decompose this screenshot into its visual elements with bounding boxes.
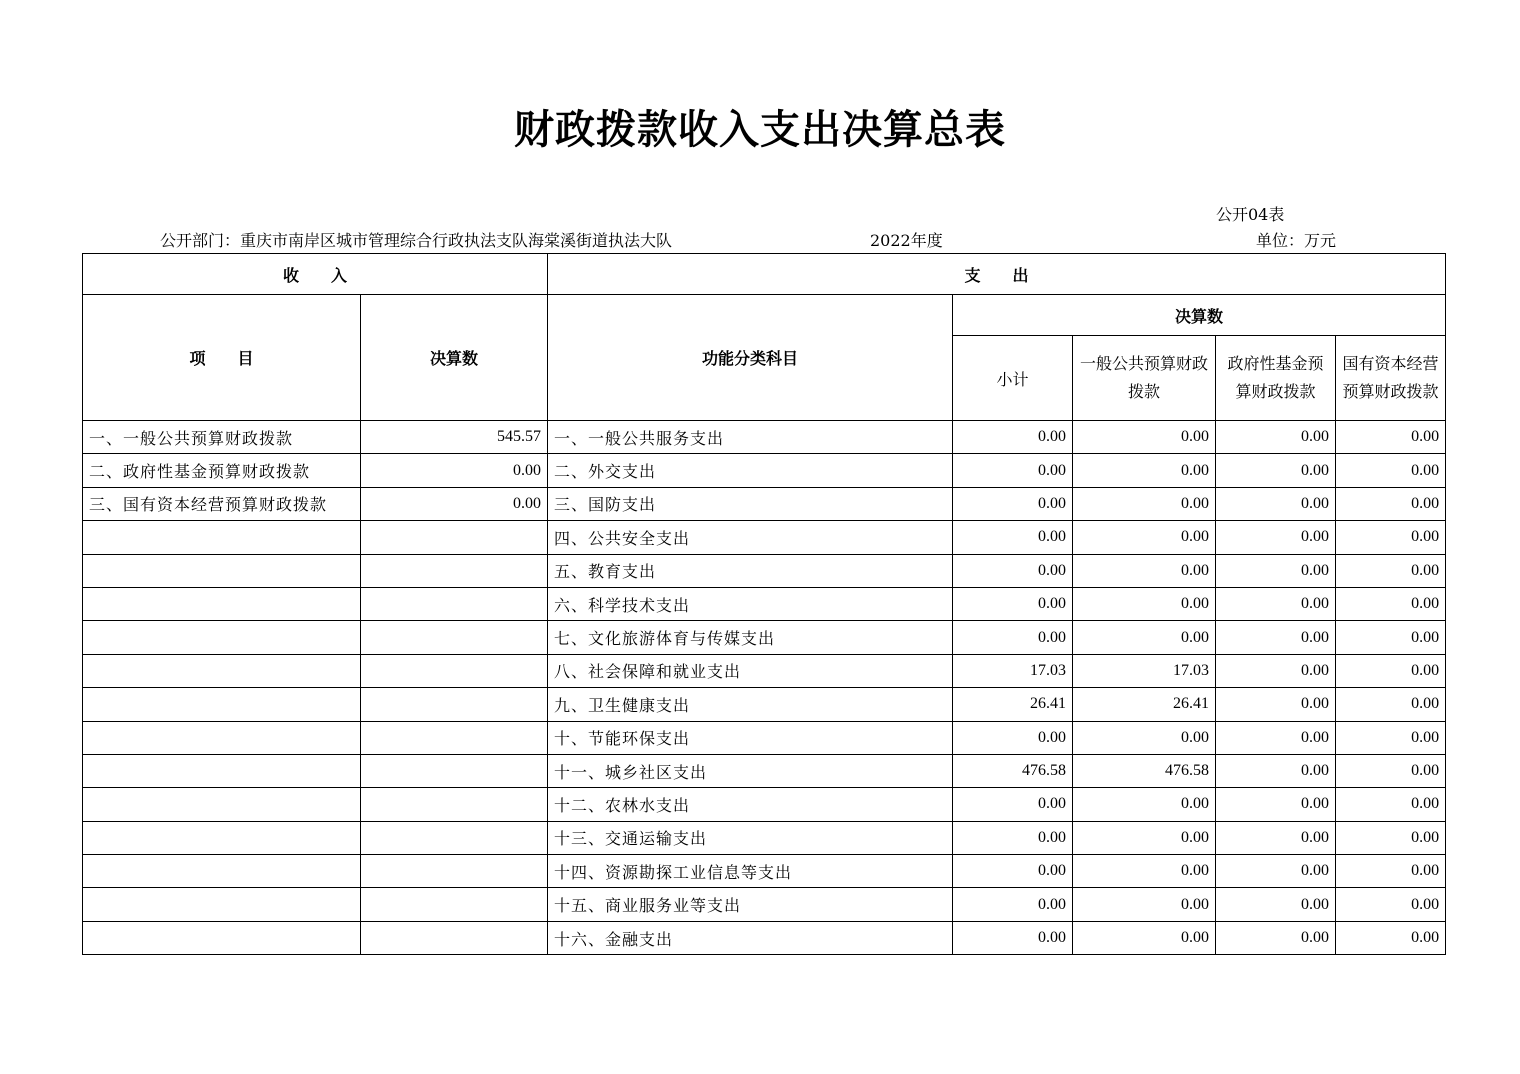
expense-capital-cell: 0.00 — [1336, 554, 1446, 587]
income-amount-cell — [361, 921, 548, 954]
expense-subject-cell: 十五、商业服务业等支出 — [548, 888, 953, 921]
expense-capital-cell: 0.00 — [1336, 921, 1446, 954]
expense-subject-cell: 十四、资源勘探工业信息等支出 — [548, 855, 953, 888]
expense-general-cell: 0.00 — [1073, 421, 1216, 454]
expense-fund-cell: 0.00 — [1216, 554, 1336, 587]
expense-subtotal-cell: 26.41 — [953, 688, 1073, 721]
table-row — [83, 621, 1446, 654]
expense-capital-cell: 0.00 — [1336, 855, 1446, 888]
table-row — [83, 821, 1446, 854]
expense-subtotal-cell: 0.00 — [953, 421, 1073, 454]
income-amount-cell — [361, 855, 548, 888]
budget-table — [82, 253, 1446, 955]
table-row — [83, 587, 1446, 620]
form-number: 公开04表 — [1216, 205, 1285, 224]
expense-subject-cell: 四、公共安全支出 — [548, 521, 953, 554]
expense-fund-cell: 0.00 — [1216, 487, 1336, 520]
expense-fund-cell: 0.00 — [1216, 454, 1336, 487]
expense-capital-cell: 0.00 — [1336, 621, 1446, 654]
department-label: 公开部门：重庆市南岸区城市管理综合行政执法支队海棠溪街道执法大队 — [160, 231, 673, 250]
income-item-cell — [83, 788, 361, 821]
expense-general-cell: 0.00 — [1073, 821, 1216, 854]
income-amount-cell — [361, 654, 548, 687]
income-item-cell — [83, 654, 361, 687]
expense-subject-cell: 五、教育支出 — [548, 554, 953, 587]
expense-fund-cell: 0.00 — [1216, 788, 1336, 821]
income-item-cell — [83, 855, 361, 888]
expense-capital-cell: 0.00 — [1336, 888, 1446, 921]
expense-general-cell: 0.00 — [1073, 721, 1216, 754]
expense-capital-cell: 0.00 — [1336, 454, 1446, 487]
expense-subject-cell: 十三、交通运输支出 — [548, 821, 953, 854]
table-row — [83, 855, 1446, 888]
expense-subtotal-cell: 17.03 — [953, 654, 1073, 687]
income-amount-cell — [361, 888, 548, 921]
expense-general-cell: 0.00 — [1073, 888, 1216, 921]
function-subject-header: 功能分类科目 — [548, 295, 953, 421]
item-header: 项 目 — [83, 295, 361, 421]
expense-general-cell: 26.41 — [1073, 688, 1216, 721]
expense-general-cell: 476.58 — [1073, 754, 1216, 787]
expense-fund-cell: 0.00 — [1216, 587, 1336, 620]
expense-subject-cell: 三、国防支出 — [548, 487, 953, 520]
expense-subtotal-cell: 0.00 — [953, 921, 1073, 954]
expense-fund-cell: 0.00 — [1216, 754, 1336, 787]
expense-fund-cell: 0.00 — [1216, 921, 1336, 954]
expense-fund-cell: 0.00 — [1216, 654, 1336, 687]
income-item-cell: 三、国有资本经营预算财政拨款 — [83, 487, 361, 520]
income-amount-cell — [361, 788, 548, 821]
expense-fund-cell: 0.00 — [1216, 521, 1336, 554]
expense-fund-cell: 0.00 — [1216, 688, 1336, 721]
table-row — [83, 521, 1446, 554]
expense-capital-cell: 0.00 — [1336, 487, 1446, 520]
income-amount-cell: 0.00 — [361, 454, 548, 487]
expense-general-cell: 0.00 — [1073, 487, 1216, 520]
expense-general-cell: 0.00 — [1073, 587, 1216, 620]
table-row — [83, 487, 1446, 520]
header-row-1 — [83, 254, 1446, 295]
expense-fund-cell: 0.00 — [1216, 621, 1336, 654]
expense-fund-cell: 0.00 — [1216, 888, 1336, 921]
unit-label: 单位：万元 — [1256, 231, 1337, 250]
expense-subtotal-cell: 0.00 — [953, 621, 1073, 654]
income-amount-cell — [361, 721, 548, 754]
expense-fund-cell: 0.00 — [1216, 421, 1336, 454]
income-amount-cell: 545.57 — [361, 421, 548, 454]
year-label: 2022年度 — [870, 231, 943, 250]
income-item-cell — [83, 554, 361, 587]
expense-general-cell: 0.00 — [1073, 855, 1216, 888]
income-item-cell — [83, 821, 361, 854]
expense-general-cell: 0.00 — [1073, 521, 1216, 554]
income-amount-cell — [361, 521, 548, 554]
expense-capital-cell: 0.00 — [1336, 821, 1446, 854]
expense-subtotal-cell: 476.58 — [953, 754, 1073, 787]
income-item-cell — [83, 921, 361, 954]
final-amount-header: 决算数 — [361, 295, 548, 421]
expense-subtotal-cell: 0.00 — [953, 521, 1073, 554]
header-row-2 — [83, 295, 1446, 336]
state-capital-header: 国有资本经营预算财政拨款 — [1336, 336, 1446, 421]
table-row — [83, 788, 1446, 821]
expense-capital-cell: 0.00 — [1336, 587, 1446, 620]
income-item-cell — [83, 621, 361, 654]
expense-subtotal-cell: 0.00 — [953, 554, 1073, 587]
table-row — [83, 654, 1446, 687]
expense-subject-cell: 十一、城乡社区支出 — [548, 754, 953, 787]
final-amount-group-header: 决算数 — [953, 295, 1446, 336]
general-budget-header: 一般公共预算财政拨款 — [1073, 336, 1216, 421]
expense-subject-cell: 十、节能环保支出 — [548, 721, 953, 754]
expense-subject-cell: 八、社会保障和就业支出 — [548, 654, 953, 687]
expense-general-cell: 17.03 — [1073, 654, 1216, 687]
income-amount-cell — [361, 554, 548, 587]
expense-subject-cell: 一、一般公共服务支出 — [548, 421, 953, 454]
table-row — [83, 888, 1446, 921]
expense-subject-cell: 六、科学技术支出 — [548, 587, 953, 620]
expense-fund-cell: 0.00 — [1216, 821, 1336, 854]
expense-subtotal-cell: 0.00 — [953, 888, 1073, 921]
table-row — [83, 421, 1446, 454]
table-row — [83, 721, 1446, 754]
income-amount-cell — [361, 688, 548, 721]
expense-capital-cell: 0.00 — [1336, 754, 1446, 787]
expense-capital-cell: 0.00 — [1336, 421, 1446, 454]
expense-subtotal-cell: 0.00 — [953, 855, 1073, 888]
expense-subtotal-cell: 0.00 — [953, 454, 1073, 487]
income-amount-cell — [361, 587, 548, 620]
gov-fund-header: 政府性基金预算财政拨款 — [1216, 336, 1336, 421]
expense-fund-cell: 0.00 — [1216, 855, 1336, 888]
expense-subject-cell: 九、卫生健康支出 — [548, 688, 953, 721]
expense-capital-cell: 0.00 — [1336, 721, 1446, 754]
page-title: 财政拨款收入支出决算总表 — [514, 106, 1006, 153]
income-item-cell — [83, 521, 361, 554]
expense-subject-cell: 七、文化旅游体育与传媒支出 — [548, 621, 953, 654]
expense-capital-cell: 0.00 — [1336, 788, 1446, 821]
expense-subject-cell: 十六、金融支出 — [548, 921, 953, 954]
expense-subtotal-cell: 0.00 — [953, 587, 1073, 620]
expense-capital-cell: 0.00 — [1336, 521, 1446, 554]
expense-subtotal-cell: 0.00 — [953, 788, 1073, 821]
expense-subtotal-cell: 0.00 — [953, 821, 1073, 854]
income-item-cell — [83, 688, 361, 721]
expense-header: 支 出 — [548, 254, 1446, 295]
table-row — [83, 688, 1446, 721]
income-item-cell — [83, 721, 361, 754]
income-amount-cell — [361, 621, 548, 654]
table-row — [83, 554, 1446, 587]
income-amount-cell — [361, 821, 548, 854]
income-item-cell: 一、一般公共预算财政拨款 — [83, 421, 361, 454]
table-row — [83, 454, 1446, 487]
income-item-cell — [83, 754, 361, 787]
expense-general-cell: 0.00 — [1073, 554, 1216, 587]
expense-general-cell: 0.00 — [1073, 788, 1216, 821]
expense-general-cell: 0.00 — [1073, 454, 1216, 487]
income-item-cell — [83, 587, 361, 620]
expense-subject-cell: 十二、农林水支出 — [548, 788, 953, 821]
expense-subtotal-cell: 0.00 — [953, 721, 1073, 754]
income-item-cell — [83, 888, 361, 921]
income-amount-cell: 0.00 — [361, 487, 548, 520]
expense-general-cell: 0.00 — [1073, 921, 1216, 954]
income-header: 收 入 — [83, 254, 548, 295]
subtotal-header: 小计 — [953, 336, 1073, 421]
expense-capital-cell: 0.00 — [1336, 688, 1446, 721]
table-row — [83, 754, 1446, 787]
expense-subtotal-cell: 0.00 — [953, 487, 1073, 520]
expense-fund-cell: 0.00 — [1216, 721, 1336, 754]
table-row — [83, 921, 1446, 954]
expense-general-cell: 0.00 — [1073, 621, 1216, 654]
income-amount-cell — [361, 754, 548, 787]
income-item-cell: 二、政府性基金预算财政拨款 — [83, 454, 361, 487]
expense-subject-cell: 二、外交支出 — [548, 454, 953, 487]
expense-capital-cell: 0.00 — [1336, 654, 1446, 687]
